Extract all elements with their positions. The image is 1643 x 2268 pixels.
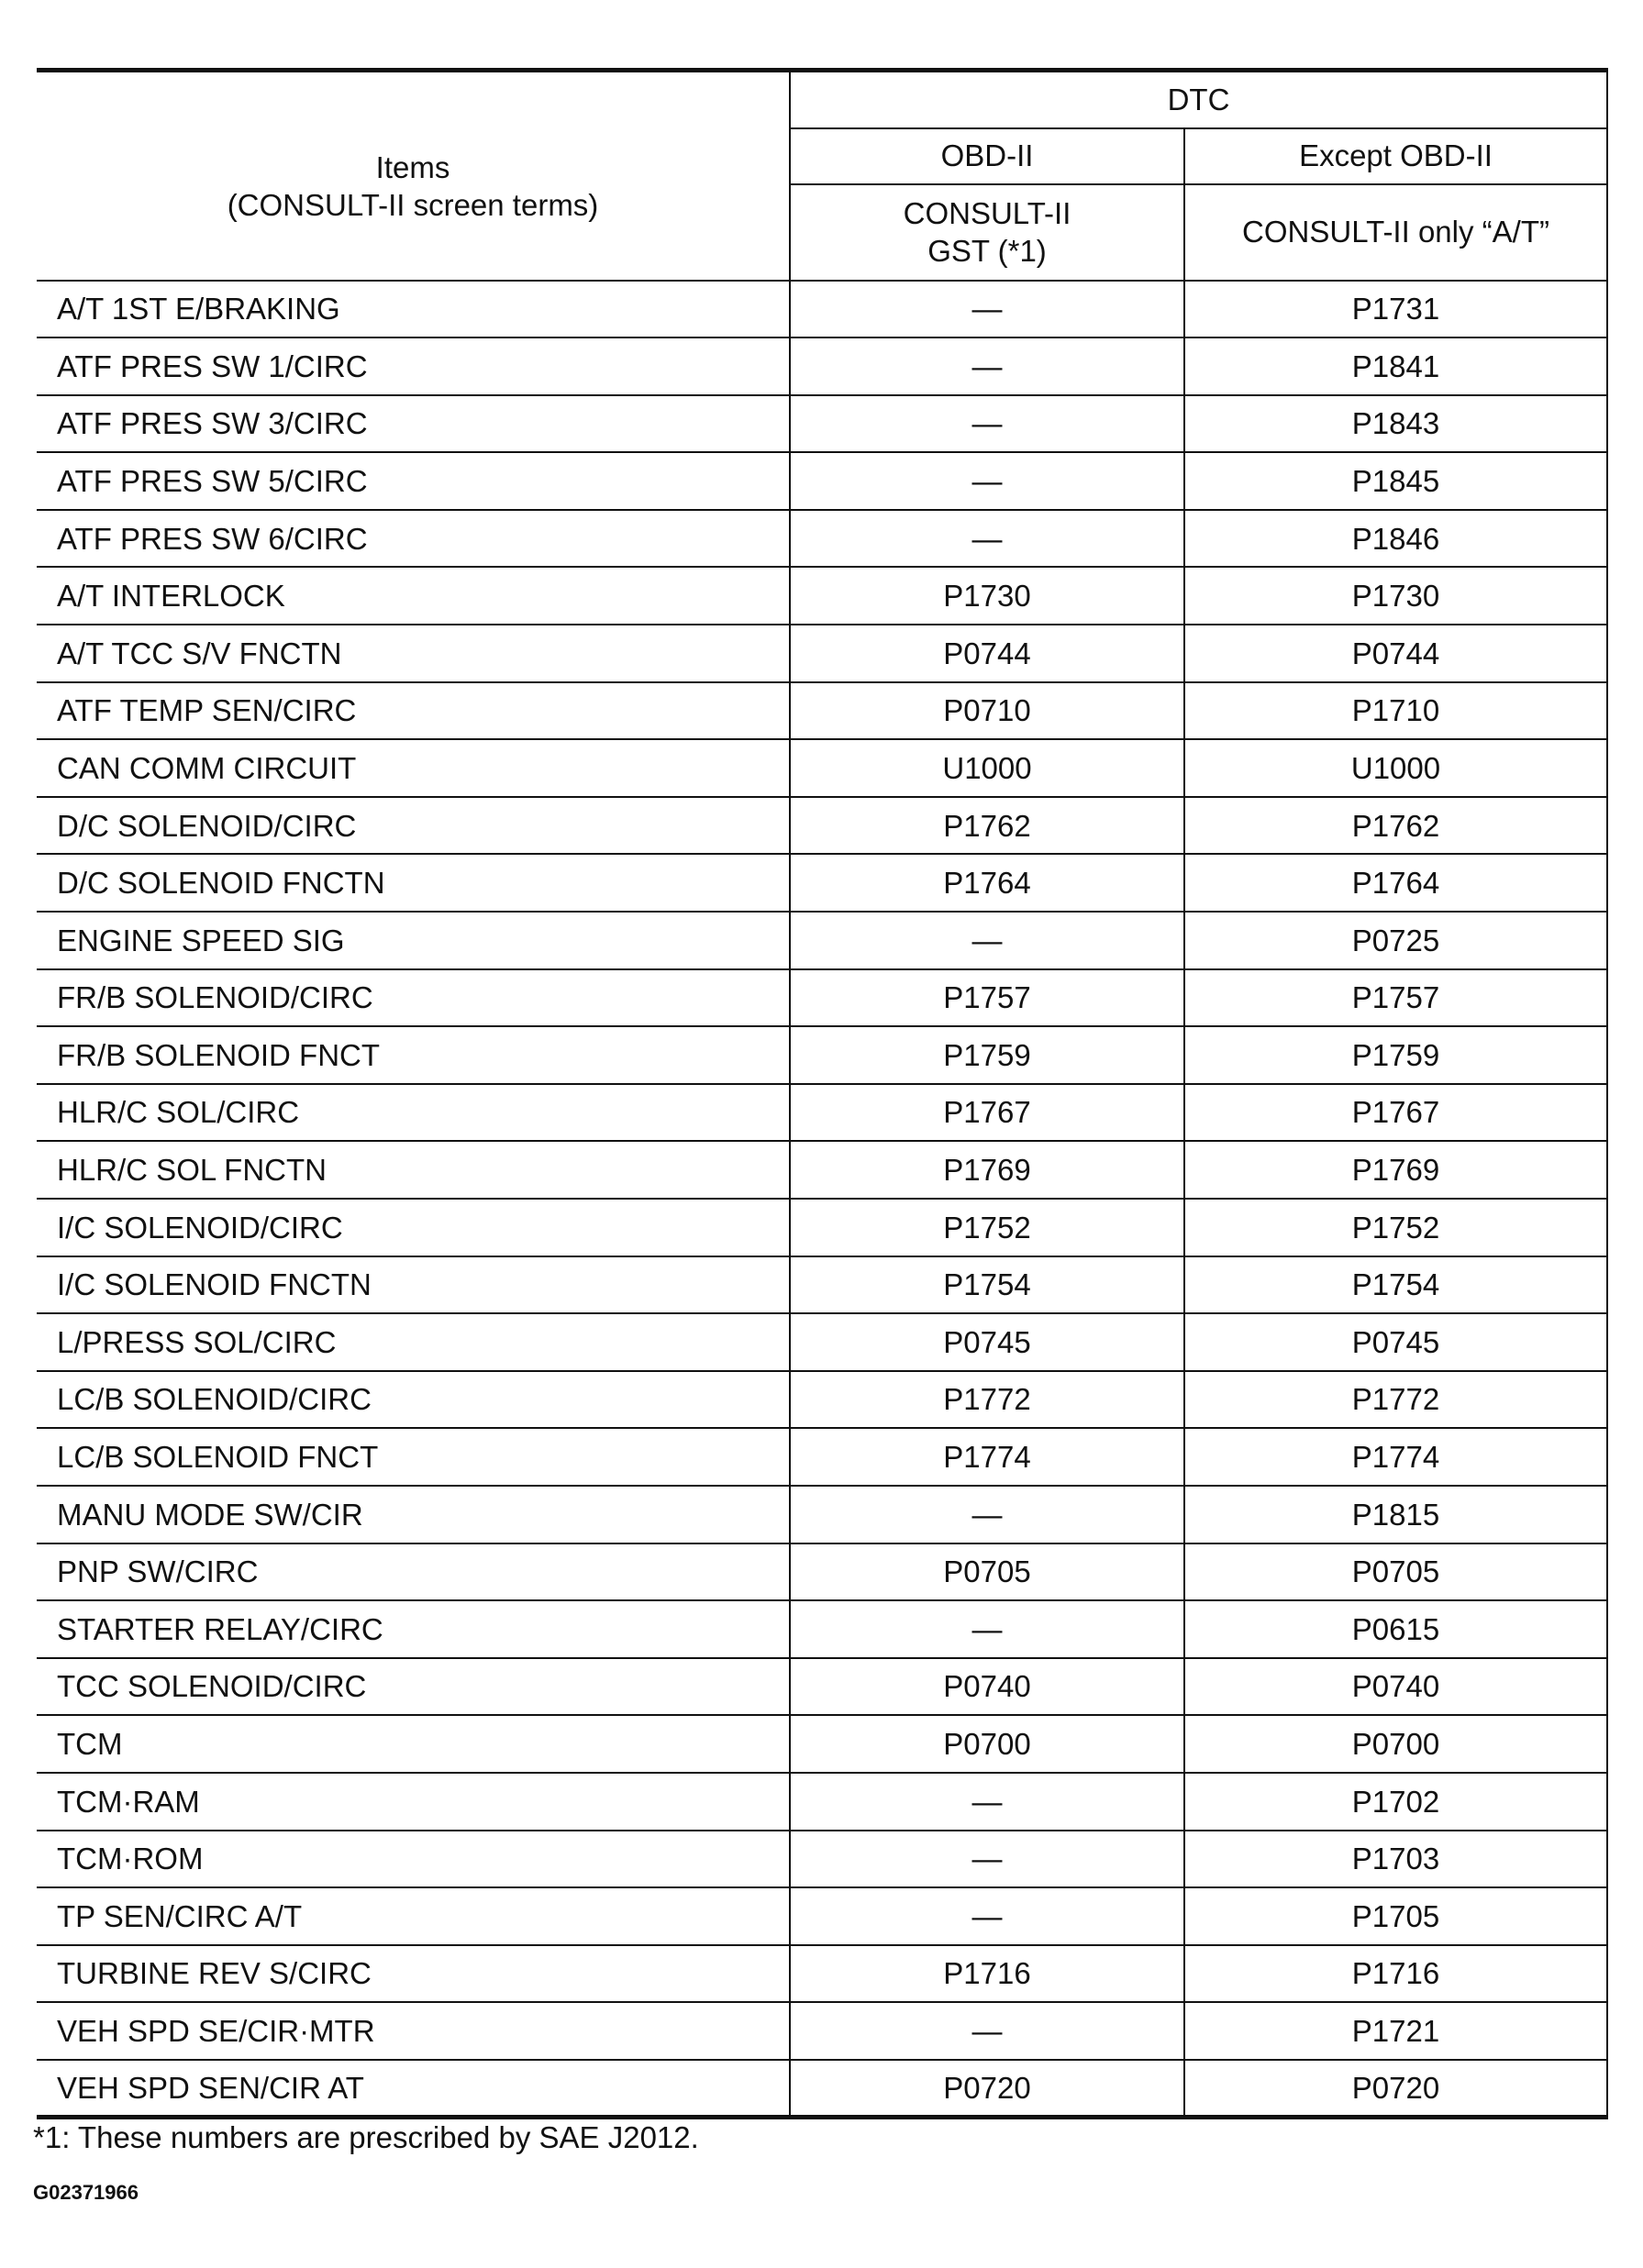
obd2-code-cell: P0700: [790, 1715, 1184, 1773]
item-name-cell: I/C SOLENOID FNCTN: [37, 1256, 790, 1314]
consult-gst-header: [790, 184, 1184, 281]
obd2-code-cell: P1754: [790, 1256, 1184, 1314]
obd2-code-cell: —: [790, 1887, 1184, 1945]
obd2-code-cell: —: [790, 337, 1184, 395]
except-obd2-code-cell: P1705: [1184, 1887, 1607, 1945]
table-row: [37, 854, 1607, 912]
except-obd2-code-cell: P1716: [1184, 1945, 1607, 2003]
item-name-cell: CAN COMM CIRCUIT: [37, 739, 790, 797]
obd2-code-cell: P1767: [790, 1084, 1184, 1142]
table-row: [37, 2002, 1607, 2060]
except-obd2-code-cell: P1752: [1184, 1199, 1607, 1256]
item-name-cell: ATF PRES SW 6/CIRC: [37, 510, 790, 568]
table-row: [37, 625, 1607, 682]
obd2-code-cell: P1764: [790, 854, 1184, 912]
table-row: [37, 739, 1607, 797]
except-obd2-code-cell: P1772: [1184, 1371, 1607, 1429]
obd2-code-cell: —: [790, 2002, 1184, 2060]
except-obd2-code-cell: P1710: [1184, 682, 1607, 740]
obd2-code-cell: —: [790, 281, 1184, 338]
obd2-code-cell: P1759: [790, 1026, 1184, 1084]
obd2-code-cell: —: [790, 452, 1184, 510]
obd2-code-cell: P0745: [790, 1313, 1184, 1371]
obd2-code-cell: P1769: [790, 1141, 1184, 1199]
obd2-code-cell: P1730: [790, 567, 1184, 625]
table-row: [37, 510, 1607, 568]
table-row: [37, 912, 1607, 969]
except-obd2-code-cell: P1843: [1184, 395, 1607, 453]
except-obd2-code-cell: P1703: [1184, 1831, 1607, 1888]
consult-only-header: CONSULT-II only “A/T”: [1184, 184, 1607, 281]
item-name-cell: ATF PRES SW 5/CIRC: [37, 452, 790, 510]
item-name-cell: VEH SPD SE/CIR·MTR: [37, 2002, 790, 2060]
item-name-cell: LC/B SOLENOID FNCT: [37, 1428, 790, 1486]
item-name-cell: ATF PRES SW 3/CIRC: [37, 395, 790, 453]
table-row: [37, 1658, 1607, 1716]
obd2-code-cell: P1752: [790, 1199, 1184, 1256]
obd2-code-cell: —: [790, 395, 1184, 453]
table-row: [37, 1313, 1607, 1371]
except-obd2-code-cell: P0720: [1184, 2060, 1607, 2118]
obd2-code-cell: —: [790, 1600, 1184, 1658]
obd2-code-cell: P0710: [790, 682, 1184, 740]
table-row: [37, 337, 1607, 395]
table-row: [37, 1945, 1607, 2003]
obd2-code-cell: P1762: [790, 797, 1184, 855]
table-row: [37, 1026, 1607, 1084]
table-row: [37, 1428, 1607, 1486]
obd2-code-cell: —: [790, 1831, 1184, 1888]
item-name-cell: HLR/C SOL FNCTN: [37, 1141, 790, 1199]
item-name-cell: TCM: [37, 1715, 790, 1773]
item-name-cell: A/T TCC S/V FNCTN: [37, 625, 790, 682]
except-obd2-code-cell: P1774: [1184, 1428, 1607, 1486]
item-name-cell: I/C SOLENOID/CIRC: [37, 1199, 790, 1256]
item-name-cell: TURBINE REV S/CIRC: [37, 1945, 790, 2003]
obd2-code-cell: P0744: [790, 625, 1184, 682]
except-obd2-code-cell: P0744: [1184, 625, 1607, 682]
except-obd2-code-cell: P1759: [1184, 1026, 1607, 1084]
consult-gst-line1: CONSULT-II: [903, 195, 1071, 230]
item-name-cell: ENGINE SPEED SIG: [37, 912, 790, 969]
item-name-cell: TCM·RAM: [37, 1773, 790, 1831]
figure-id: G02371966: [33, 2181, 139, 2204]
except-obd2-code-cell: P1846: [1184, 510, 1607, 568]
items-header-subtitle: (CONSULT-II screen terms): [227, 188, 599, 223]
table-row: [37, 1543, 1607, 1601]
except-obd2-code-cell: P0740: [1184, 1658, 1607, 1716]
items-header-title: Items: [375, 150, 450, 184]
table-row: [37, 281, 1607, 338]
item-name-cell: L/PRESS SOL/CIRC: [37, 1313, 790, 1371]
except-obd2-code-cell: P0725: [1184, 912, 1607, 969]
except-obd2-code-cell: P1764: [1184, 854, 1607, 912]
item-name-cell: LC/B SOLENOID/CIRC: [37, 1371, 790, 1429]
table-row: [37, 1715, 1607, 1773]
except-obd2-code-cell: P1757: [1184, 969, 1607, 1027]
obd2-code-cell: —: [790, 912, 1184, 969]
table-row: [37, 1141, 1607, 1199]
obd2-code-cell: P1757: [790, 969, 1184, 1027]
table-row: [37, 1371, 1607, 1429]
except-obd2-code-cell: P1845: [1184, 452, 1607, 510]
table-row: [37, 682, 1607, 740]
except-obd2-code-cell: P0615: [1184, 1600, 1607, 1658]
table-row: [37, 969, 1607, 1027]
obd2-code-cell: P0720: [790, 2060, 1184, 2118]
item-name-cell: MANU MODE SW/CIR: [37, 1486, 790, 1543]
obd2-code-cell: —: [790, 510, 1184, 568]
table-row: [37, 452, 1607, 510]
item-name-cell: TP SEN/CIRC A/T: [37, 1887, 790, 1945]
table-row: [37, 1256, 1607, 1314]
obd2-code-cell: P1772: [790, 1371, 1184, 1429]
except-obd2-code-cell: P1769: [1184, 1141, 1607, 1199]
obd2-code-cell: U1000: [790, 739, 1184, 797]
obd2-code-cell: —: [790, 1486, 1184, 1543]
except-obd2-code-cell: P1815: [1184, 1486, 1607, 1543]
obd2-code-cell: P0705: [790, 1543, 1184, 1601]
table-row: [37, 1199, 1607, 1256]
obd2-header: OBD-II: [790, 128, 1184, 184]
table-header: [37, 71, 1607, 281]
table-row: [37, 1486, 1607, 1543]
item-name-cell: TCC SOLENOID/CIRC: [37, 1658, 790, 1716]
except-obd2-code-cell: P1841: [1184, 337, 1607, 395]
table-row: [37, 1773, 1607, 1831]
item-name-cell: D/C SOLENOID/CIRC: [37, 797, 790, 855]
obd2-code-cell: P0740: [790, 1658, 1184, 1716]
obd2-code-cell: P1774: [790, 1428, 1184, 1486]
except-obd2-code-cell: P1762: [1184, 797, 1607, 855]
item-name-cell: A/T INTERLOCK: [37, 567, 790, 625]
item-name-cell: TCM·ROM: [37, 1831, 790, 1888]
table-row: [37, 1831, 1607, 1888]
dtc-table: [37, 68, 1608, 2119]
obd2-code-cell: P1716: [790, 1945, 1184, 2003]
table-row: [37, 395, 1607, 453]
footnote: *1: These numbers are prescribed by SAE J2012.: [33, 2120, 699, 2154]
except-obd2-code-cell: P1702: [1184, 1773, 1607, 1831]
item-name-cell: D/C SOLENOID FNCTN: [37, 854, 790, 912]
item-name-cell: ATF TEMP SEN/CIRC: [37, 682, 790, 740]
item-name-cell: PNP SW/CIRC: [37, 1543, 790, 1601]
obd2-code-cell: —: [790, 1773, 1184, 1831]
except-obd2-code-cell: P0700: [1184, 1715, 1607, 1773]
except-obd2-header: Except OBD-II: [1184, 128, 1607, 184]
except-obd2-code-cell: P1731: [1184, 281, 1607, 338]
items-column-header: [37, 71, 790, 281]
table-row: [37, 1600, 1607, 1658]
dtc-header: DTC: [790, 71, 1607, 128]
except-obd2-code-cell: P1730: [1184, 567, 1607, 625]
item-name-cell: STARTER RELAY/CIRC: [37, 1600, 790, 1658]
item-name-cell: A/T 1ST E/BRAKING: [37, 281, 790, 338]
table-row: [37, 1887, 1607, 1945]
header-row-1: [37, 71, 1607, 128]
table-row: [37, 567, 1607, 625]
item-name-cell: ATF PRES SW 1/CIRC: [37, 337, 790, 395]
item-name-cell: VEH SPD SEN/CIR AT: [37, 2060, 790, 2118]
table-row: [37, 1084, 1607, 1142]
item-name-cell: HLR/C SOL/CIRC: [37, 1084, 790, 1142]
table-row: [37, 2060, 1607, 2118]
item-name-cell: FR/B SOLENOID FNCT: [37, 1026, 790, 1084]
except-obd2-code-cell: P0745: [1184, 1313, 1607, 1371]
except-obd2-code-cell: P1767: [1184, 1084, 1607, 1142]
except-obd2-code-cell: P0705: [1184, 1543, 1607, 1601]
except-obd2-code-cell: U1000: [1184, 739, 1607, 797]
table-body: [37, 281, 1607, 2118]
item-name-cell: FR/B SOLENOID/CIRC: [37, 969, 790, 1027]
except-obd2-code-cell: P1721: [1184, 2002, 1607, 2060]
consult-gst-line2: GST (*1): [927, 234, 1047, 268]
table-row: [37, 797, 1607, 855]
except-obd2-code-cell: P1754: [1184, 1256, 1607, 1314]
